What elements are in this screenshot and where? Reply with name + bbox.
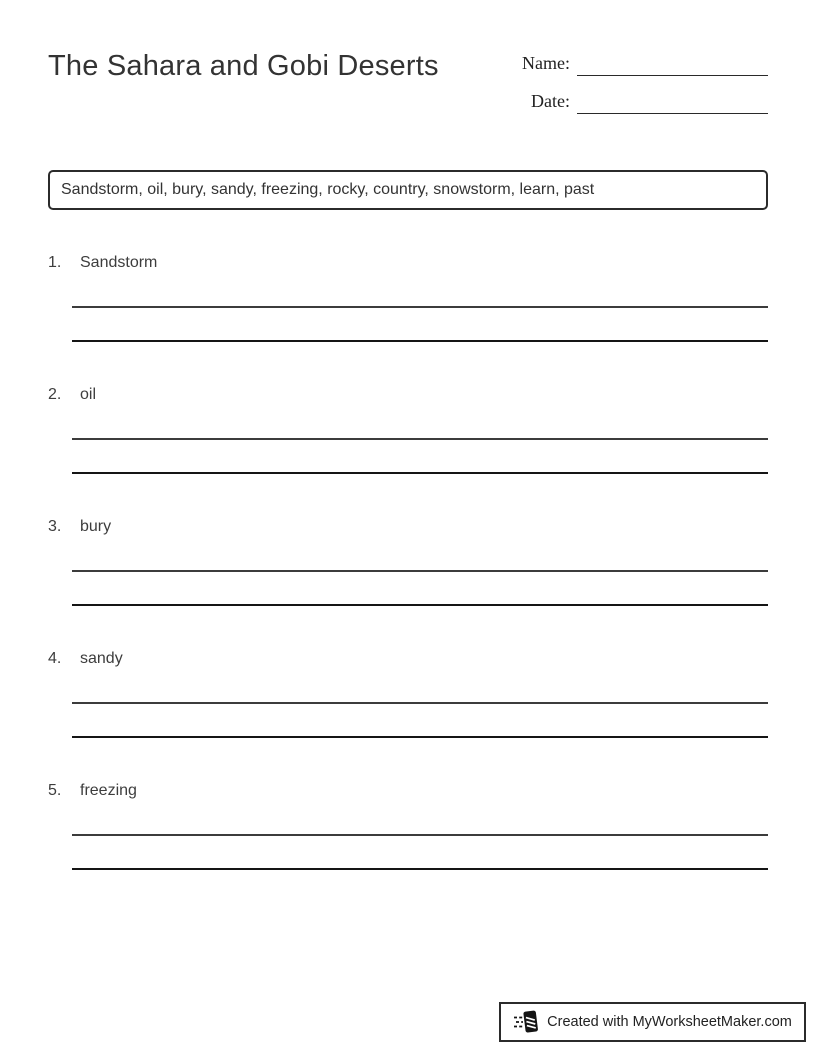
item-word: sandy [80, 650, 123, 667]
answer-line-top [72, 834, 768, 836]
date-blank-line [577, 113, 768, 114]
item-number: 1. [48, 254, 62, 271]
name-blank-line [577, 75, 768, 76]
name-label: Name: [522, 53, 570, 73]
date-field-row [518, 88, 768, 114]
footer-credit-text: Created with MyWorksheetMaker.com [547, 1014, 792, 1030]
item-head [48, 647, 768, 671]
footer-credit-badge[interactable] [499, 1002, 806, 1042]
page-title: The Sahara and Gobi Deserts [48, 50, 439, 82]
item-number: 2. [48, 386, 62, 403]
answer-line-top [72, 306, 768, 308]
answer-line-top [72, 438, 768, 440]
answer-line-top [72, 570, 768, 572]
item-number: 5. [48, 782, 62, 799]
answer-line-bottom [72, 868, 768, 870]
item-word: Sandstorm [80, 254, 158, 271]
answer-line-bottom [72, 340, 768, 342]
item-head [48, 383, 768, 407]
answer-line-bottom [72, 604, 768, 606]
item-word: bury [80, 518, 112, 535]
answer-line-bottom [72, 736, 768, 738]
myworksheetmaker-logo-icon [513, 1008, 540, 1036]
worksheet-item [48, 779, 768, 911]
items-list [48, 251, 768, 911]
item-head [48, 515, 768, 539]
date-label: Date: [531, 91, 570, 111]
item-head [48, 251, 768, 275]
name-field-row [518, 50, 768, 76]
item-number: 4. [48, 650, 62, 667]
item-word: freezing [80, 782, 137, 799]
word-bank-box [48, 170, 768, 210]
answer-line-bottom [72, 472, 768, 474]
worksheet-item [48, 515, 768, 647]
word-bank-text: Sandstorm, oil, bury, sandy, freezing, rocky, country, snowstorm, learn, past [61, 181, 595, 198]
worksheet-item [48, 647, 768, 779]
item-word: oil [80, 386, 97, 403]
answer-line-top [72, 702, 768, 704]
worksheet-item [48, 383, 768, 515]
worksheet-item [48, 251, 768, 383]
item-number: 3. [48, 518, 62, 535]
item-head [48, 779, 768, 803]
